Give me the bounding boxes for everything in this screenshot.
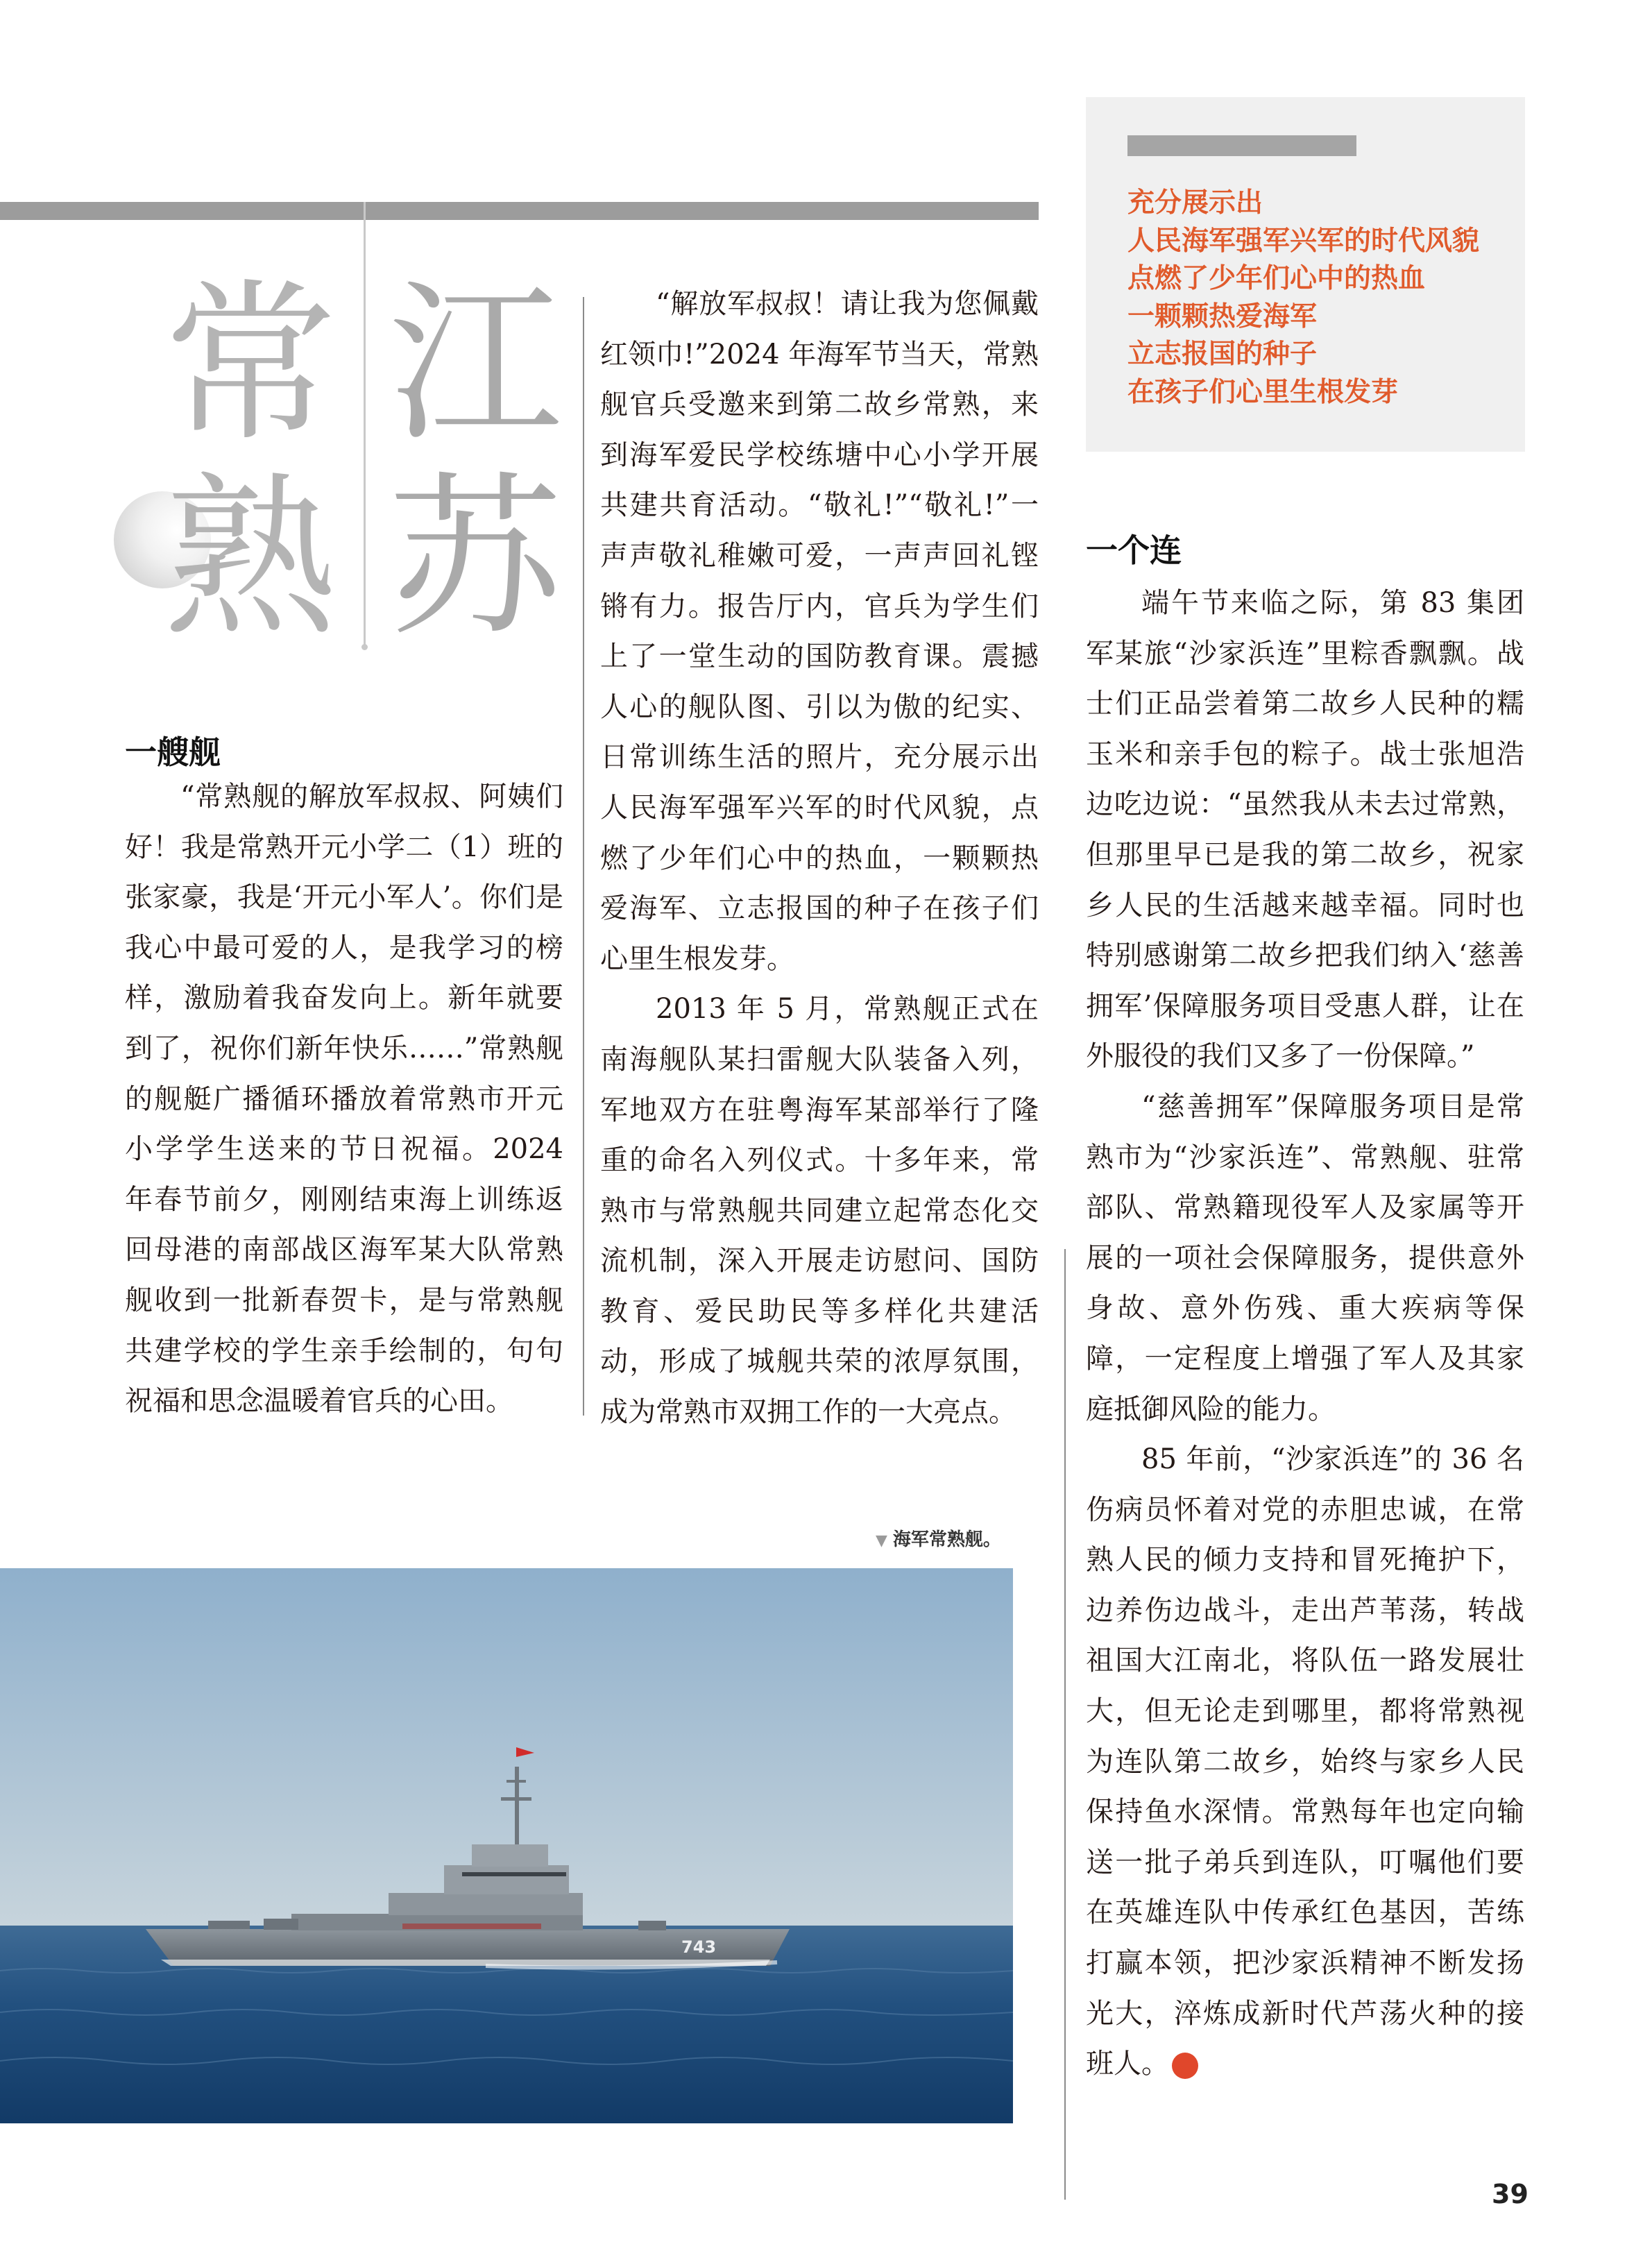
end-mark-icon: N: [1172, 2053, 1198, 2079]
paragraph: “常熟舰的解放军叔叔、阿姨们好！我是常熟开元小学二（1）班的张家豪，我是‘开元小军人’。你们是我心中最可爱的人，是我学习的榜样，激励着我奋发向上。新年就要到了，祝你们新年快乐……”常熟舰的舰艇广播循环播放着常熟市开元小学学生送来的节日祝福。2024 年春节前夕，刚刚结束海上训练返回母港的南部战区海军某大队常熟舰收到一批新春贺卡，是与常熟舰共建学校的学生亲手绘制的，句句祝福和思念温暖着官兵的心田。: [125, 781, 563, 1418]
paragraph-text: 85 年前，“沙家浜连”的 36 名伤病员怀着对党的赤胆忠诚，在常熟人民的倾力支持和冒死掩护下，边养伤边战斗，走出芦苇荡，转战祖国大江南北，将队伍一路发展壮大，但无论走到哪里，都将常熟视为连队第二故乡，始终与家乡人民保持鱼水深情。常熟每年也定向输送一批子弟兵到连队，叮嘱他们要在英雄连队中传承红色基因，苦练打赢本领，把沙家浜精神不断发扬光大，淬炼成新时代芦荡火种的接班人。: [1086, 1443, 1524, 2080]
caption-text: 海军常熟舰。: [892, 1529, 1001, 1550]
pull-quote-bar: [1127, 135, 1356, 156]
header-band: [0, 202, 1039, 220]
title-char: 苏: [389, 457, 562, 659]
title-divider-dot: [361, 644, 368, 650]
caption-arrow-icon: ▼: [876, 1532, 887, 1549]
pull-quote-line: 充分展示出: [1127, 187, 1263, 219]
page-number: 39: [1492, 2179, 1528, 2209]
column-rule: [583, 297, 584, 1416]
pull-quote-line: 点燃了少年们心中的热血: [1127, 263, 1426, 294]
pull-quote: [1127, 185, 1516, 411]
pull-quote-line: 一颗颗热爱海军: [1127, 300, 1318, 332]
pull-quote-line: 在孩子们心里生根发芽: [1127, 376, 1399, 408]
paragraph: 2013 年 5 月，常熟舰正式在南海舰队某扫雷舰大队装备入列，军地双方在驻粤海军某部举行了隆重的命名入列仪式。十多年来，常熟市与常熟舰共同建立起常态化交流机制，深入开展走访慰问、国防教育、爱民助民等多样化共建活动，形成了城舰共荣的浓厚氛围，成为常熟市双拥工作的一大亮点。: [600, 993, 1039, 1429]
hull-number: 743: [681, 1937, 717, 1957]
paragraph: “解放军叔叔！请让我为您佩戴红领巾!”2024 年海军节当天，常熟舰官兵受邀来到第二故乡常熟，来到海军爱民学校练塘中心小学开展共建共育活动。“敬礼!”“敬礼!”一声声敬礼稚嫩可爱，一声声回礼铿锵有力。报告厅内，官兵为学生们上了一堂生动的国防教育课。震撼人心的舰队图、引以为傲的纪实、日常训练生活的照片，充分展示出人民海军强军兴军的时代风貌，点燃了少年们心中的热血，一颗颗热爱海军、立志报国的种子在孩子们心里生根发芽。: [600, 288, 1039, 975]
photo-caption: [876, 1525, 1001, 1551]
title-divider: [364, 202, 366, 646]
title-char: 常: [164, 263, 337, 465]
ship-photo: [0, 1568, 1013, 2123]
article-column-left: [125, 772, 563, 1427]
pull-quote-line: 人民海军强军兴军的时代风貌: [1127, 225, 1480, 257]
paragraph: [1086, 1434, 1524, 2089]
paragraph: “慈善拥军”保障服务项目是常熟市为“沙家浜连”、常熟舰、驻常部队、常熟籍现役军人及家属等开展的一项社会保障服务，提供意外身故、意外伤残、重大疾病等保障，一定程度上增强了军人及其家庭抵御风险的能力。: [1086, 1090, 1524, 1425]
paragraph: 端午节来临之际，第 83 集团军某旅“沙家浜连”里粽香飘飘。战士们正品尝着第二故乡人民种的糯玉米和亲手包的粽子。战士张旭浩边吃边说：“虽然我从未去过常熟，但那里早已是我的第二故乡，祝家乡人民的生活越来越幸福。同时也特别感谢第二故乡把我们纳入‘慈善拥军’保障服务项目受惠人群，让在外服役的我们又多了一份保障。”: [1086, 587, 1524, 1073]
section-heading: 一个连: [1086, 532, 1182, 569]
ship-illustration: [0, 1568, 1013, 2123]
pull-quote-line: 立志报国的种子: [1127, 339, 1318, 370]
title-char: 熟: [164, 457, 337, 659]
title-char: 江: [389, 263, 562, 465]
article-column-middle: [600, 279, 1039, 1438]
section-heading: 一艘舰: [125, 733, 221, 771]
article-column-right: [1086, 578, 1524, 2089]
column-rule: [1064, 1249, 1066, 2200]
